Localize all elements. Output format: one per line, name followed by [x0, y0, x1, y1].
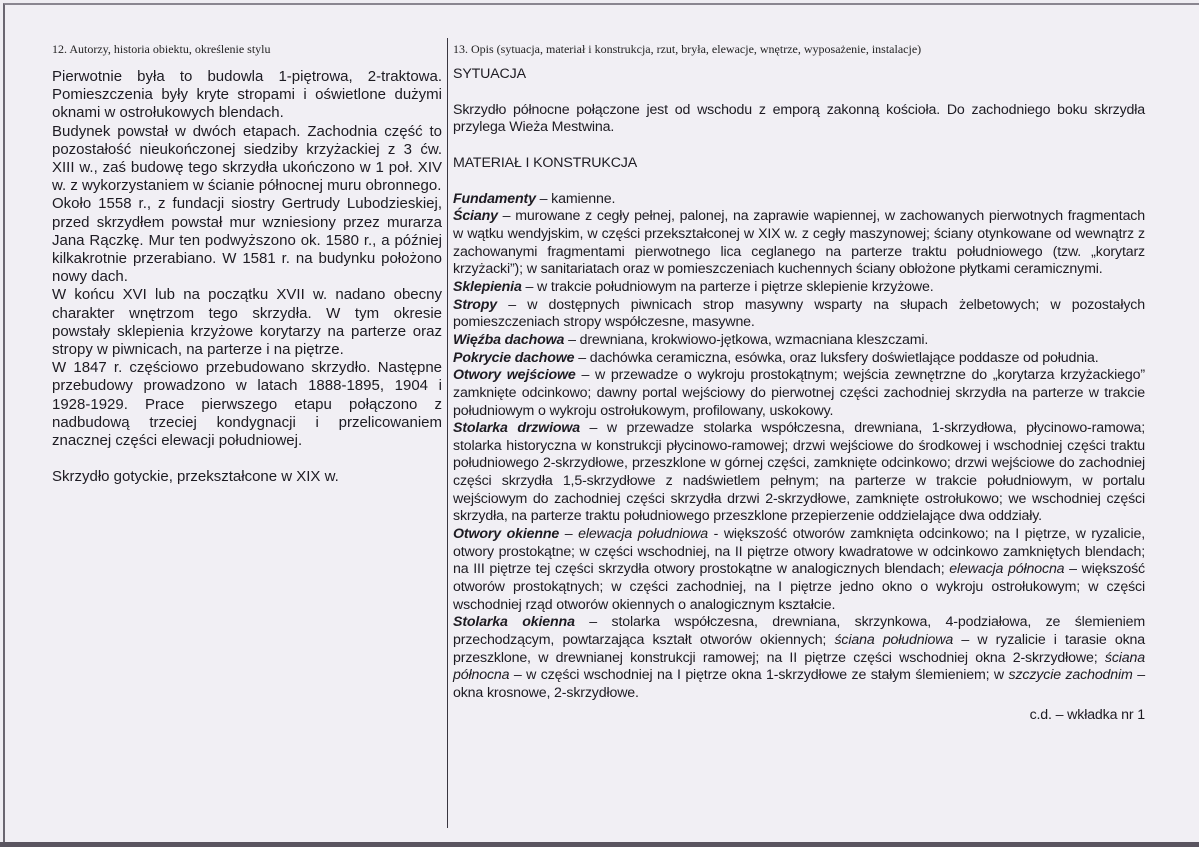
- item-term: Stolarka drzwiowa: [453, 420, 580, 437]
- item-ceilings: [453, 297, 1145, 332]
- continuation-note: c.d. – wkładka nr 1: [1029, 706, 1145, 723]
- item-text: – w ryzalicie i tarasie okna przeszklone, w drewnianej konstrukcji ramowej; na II piętrze części wschodniej okna 2-skrzydłowe;: [453, 632, 1145, 666]
- item-term: Sklepienia: [453, 278, 522, 295]
- item-term: Stolarka okienna: [453, 614, 575, 631]
- item-subterm: elewacja północna: [949, 561, 1065, 578]
- item-text: – murowane z cegły pełnej, palonej, na zaprawie wapiennej, w zachowanych pierwotnych fragmentach w wątku wendyjskim, w części przekształconej w XIX w. z cegły maszynowej; ściany otynkowane od wewnątrz z zachowanymi fragmentami pierwotnego lica ceglanego na parterze traktu południowego (tzw. „korytarz krzyżacki”); w sanitariatach oraz w pomieszczeniach kuchennych ściany obłożone płytkami ceramicznymi.: [453, 208, 1145, 278]
- item-subterm: ściana północna: [453, 649, 1145, 684]
- item-text: – w przewadze o wykroju prostokątnym; wejścia zewnętrzne do „korytarza krzyżackiego” zamknięte odcinkowo; dawny portal wejściowy do pierwotnej części zachodniej skrzydła na parterze w trakcie południowym o wykroju ostrołukowym, profilowany, uskokowy.: [453, 367, 1145, 419]
- item-walls: [453, 208, 1145, 279]
- item-text: – stolarka współczesna, drewniana, skrzynkowa, 4-podziałowa, ze ślemieniem przechodzącym, powtarzająca kształt otworów okiennych;: [453, 614, 1145, 649]
- item-text: - większość otworów zamknięta odcinkowo; na I piętrze, w ryzalicie, otwory prostokątne; w części wschodniej, na II piętrze otwory kwadratowe w odcinkowo zamkniętych blendach; na III piętrze tej części skrzydła otwory prostokątne w analogicznych blendach;: [453, 526, 1145, 578]
- item-term: Ściany: [453, 208, 498, 225]
- item-windows: [453, 526, 1145, 614]
- item-term: Pokrycie dachowe: [453, 349, 575, 366]
- history-paragraph: Około 1558 r., z fundacji siostry Gertrudy Lubodzieskiej, przed skrzydłem powstał mur wzniesiony przez murarza Jana Rączkę. Mur ten podwyższono ok. 1580 r., a później kilkakrotnie przerabiano. W 1581 r. na budynku położono nowy dach.: [52, 195, 442, 286]
- item-door-joinery: [453, 420, 1145, 526]
- section-13-header: 13. Opis (sytuacja, materiał i konstrukcja, rzut, bryła, elewacje, wnętrze, wyposażenie, instalacje): [453, 42, 922, 56]
- item-text: – w części wschodniej na I piętrze okna 1-skrzydłowe ze stałym ślemieniem; w: [509, 667, 1009, 684]
- style-note: Skrzydło gotyckie, przekształcone w XIX w.: [52, 468, 339, 486]
- item-text: – w dostępnych piwnicach strop masywny wsparty na słupach żelbetowych; w pozostałych pomieszczeniach stropy współczesne, masywne.: [453, 296, 1145, 331]
- situation-heading: SYTUACJA: [453, 66, 526, 82]
- column-divider: [447, 38, 448, 828]
- item-subterm: szczycie zachodnim: [1008, 667, 1133, 684]
- item-entrances: [453, 367, 1145, 420]
- section-12-header: 12. Autorzy, historia obiektu, określenie stylu: [52, 42, 271, 56]
- item-roofing: [453, 350, 1145, 368]
- item-text: – w trakcie południowym na parterze i piętrze sklepienie krzyżowe.: [521, 278, 934, 295]
- item-term: Stropy: [453, 296, 498, 313]
- item-window-joinery: [453, 614, 1145, 702]
- item-text: – większość otworów prostokątnych; w części zachodniej, na I piętrze jedno okno o wykroju ostrołukowym; w części wschodniej rząd otworów okiennych o analogicznym kształcie.: [453, 561, 1145, 613]
- item-subterm: elewacja południowa: [578, 526, 709, 543]
- history-column: [52, 68, 442, 486]
- scan-edge: [0, 842, 1199, 847]
- situation-text: Skrzydło północne połączone jest od wschodu z emporą zakonną kościoła. Do zachodniego boku skrzydła przylega Wieża Mestwina.: [453, 101, 1145, 136]
- item-roof-truss: [453, 332, 1145, 350]
- item-text: –: [559, 526, 579, 543]
- item-text: – dachówka ceramiczna, esówka, oraz luksfery doświetlające poddasze od południa.: [574, 349, 1099, 366]
- description-column: [453, 66, 1145, 724]
- item-vaults: [453, 279, 1145, 297]
- item-term: Otwory okienne: [453, 526, 560, 543]
- history-paragraph: W 1847 r. częściowo przebudowano skrzydło. Następne przebudowy prowadzono w latach 1888-1895, 1904 i 1928-1929. Prace pierwszego etapu połączono z nadbudową trzeciej kondygnacji i przelicowaniem znacznej części elewacji południowej.: [52, 359, 442, 450]
- item-term: Fundamenty: [453, 190, 536, 207]
- item-text: – kamienne.: [535, 190, 616, 207]
- item-text: – drewniana, krokwiowo-jętkowa, wzmacniana kleszczami.: [564, 331, 929, 348]
- item-subterm: ściana południowa: [834, 632, 954, 649]
- material-heading: MATERIAŁ I KONSTRUKCJA: [453, 154, 638, 171]
- item-text: – w przewadze stolarka współczesna, drewniana, 1-skrzydłowa, płycinowo-ramowa; stolarka historyczna w konstrukcji płycinowo-ramowej; drzwi wejściowe do środkowej i wschodniej części traktu południowego 2-skrzydłowe, przeszklone w górnej części, zamknięte odcinkowo; drzwi wejściowe do zachodniej części skrzydła 1,5-skrzydłowe z nadświetlem pełnym; na parterze w trakcie południowym, w portalu wejściowym do zachodniej części skrzydła drzwi 2-skrzydłowe, zamknięte ostrołukowo; we wschodniej części skrzydła, na parterze traktu południowego przeszklone przepierzenie oddzielające dwa oddziały.: [453, 420, 1145, 525]
- item-term: Otwory wejściowe: [453, 367, 576, 384]
- item-foundations: [453, 191, 1145, 209]
- item-term: Więźba dachowa: [453, 331, 565, 348]
- history-paragraph: Pierwotnie była to budowla 1-piętrowa, 2-traktowa. Pomieszczenia były kryte stropami i oświetlone dużymi oknami w ostrołukowych blendach.: [52, 68, 442, 122]
- history-paragraph: Budynek powstał w dwóch etapach. Zachodnia część to pozostałość nieukończonej siedziby krzyżackiej z 3 ćw. XIII w., zaś budowę tego skrzydła ukończono w 1 poł. XIV w. z wykorzystaniem w ścianie północnej muru obronnego.: [52, 122, 442, 195]
- item-text: – okna krosnowe, 2-skrzydłowe.: [453, 667, 1145, 701]
- history-paragraph: W końcu XVI lub na początku XVII w. nadano obecny charakter wnętrzom tego skrzydła. W tym okresie powstały sklepienia krzyżowe korytarzy na parterze oraz stropy w piwnicach, na parterze i na piętrze.: [52, 286, 442, 359]
